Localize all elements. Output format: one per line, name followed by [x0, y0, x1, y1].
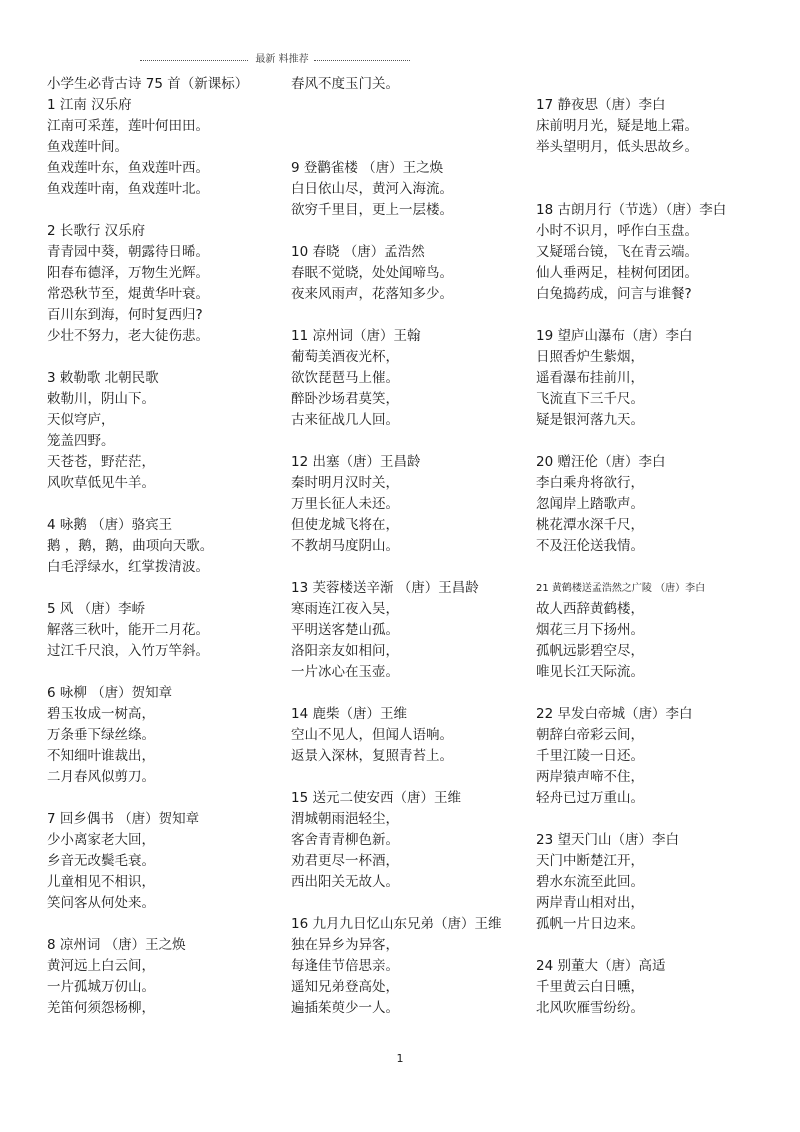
poem-line: 碧玉妆成一树高， [47, 706, 155, 722]
poem-line: 又疑瑶台镜，飞在青云端。 [536, 244, 698, 260]
poem-title: 17 静夜思（唐）李白 [536, 97, 666, 113]
poem-line: 二月春风似剪刀。 [47, 769, 155, 785]
poem-line: 遍插茱萸少一人。 [291, 1000, 399, 1016]
poem-title: 2 长歌行 汉乐府 [47, 223, 146, 239]
poem-line: 敕勒川，阴山下。 [47, 391, 155, 407]
header-rule-left [140, 60, 248, 61]
poem-line: 少壮不努力，老大徒伤悲。 [47, 328, 209, 344]
poem-line: 阳春布德泽，万物生光辉。 [47, 265, 209, 281]
poem-line: 返景入深林，复照青苔上。 [291, 748, 453, 764]
poem-title: 3 敕勒歌 北朝民歌 [47, 370, 159, 386]
page-number: 1 [396, 1052, 404, 1065]
poem-title: 7 回乡偶书 （唐）贺知章 [47, 811, 200, 827]
poem-line: 桃花潭水深千尺， [536, 517, 644, 533]
poem-title: 4 咏鹅 （唐）骆宾王 [47, 517, 173, 533]
poem-line: 常恐秋节至，焜黄华叶衰。 [47, 286, 209, 302]
poem-line: 每逢佳节倍思亲。 [291, 958, 399, 974]
poem-line: 万里长征人未还。 [291, 496, 399, 512]
poem-line: 黄河远上白云间， [47, 958, 155, 974]
poem-line: 百川东到海，何时复西归? [47, 307, 203, 323]
poem-line: 天苍苍，野茫茫， [47, 454, 155, 470]
poem-line: 万条垂下绿丝绦。 [47, 727, 155, 743]
poem-title: 11 凉州词（唐）王翰 [291, 328, 421, 344]
poem-line: 两岸猿声啼不住， [536, 769, 644, 785]
poem-line: 洛阳亲友如相问， [291, 643, 399, 659]
poem-title: 12 出塞（唐）王昌龄 [291, 454, 421, 470]
poem-line: 不及汪伦送我情。 [536, 538, 644, 554]
poem-title: 15 送元二使安西（唐）王维 [291, 790, 461, 806]
poem-line: 寒雨连江夜入吴， [291, 601, 399, 617]
column-3 [536, 95, 776, 1019]
poem-line: 白日依山尽，黄河入海流。 [291, 181, 453, 197]
poem-line: 独在异乡为异客， [291, 937, 399, 953]
poem-line: 李白乘舟将欲行， [536, 475, 644, 491]
poem-line: 忽闻岸上踏歌声。 [536, 496, 644, 512]
poem-title: 10 春晓 （唐）孟浩然 [291, 244, 425, 260]
document-title: 小学生必背古诗 75 首（新课标） [47, 76, 249, 92]
poem-line: 秦时明月汉时关， [291, 475, 399, 491]
poem-line: 碧水东流至此回。 [536, 874, 644, 890]
poem-title: 16 九月九日忆山东兄弟（唐）王维 [291, 916, 502, 932]
poem-line: 古来征战几人回。 [291, 412, 399, 428]
poem-line: 欲穷千里目，更上一层楼。 [291, 202, 453, 218]
poem-line: 疑是银河落九天。 [536, 412, 644, 428]
poem-line: 客舍青青柳色新。 [291, 832, 399, 848]
header-text: 最新 料推荐 [255, 54, 309, 65]
poem-line: 但使龙城飞将在， [291, 517, 399, 533]
poem-line: 平明送客楚山孤。 [291, 622, 399, 638]
poem-line: 鱼戏莲叶间。 [47, 139, 128, 155]
poem-title: 6 咏柳 （唐）贺知章 [47, 685, 173, 701]
poem-line: 北风吹雁雪纷纷。 [536, 1000, 644, 1016]
poem-line: 故人西辞黄鹤楼， [536, 601, 644, 617]
poem-line: 日照香炉生紫烟， [536, 349, 644, 365]
poem-title: 20 赠汪伦（唐）李白 [536, 454, 666, 470]
poem-line: 遥看瀑布挂前川， [536, 370, 644, 386]
poem-line: 天似穹庐， [47, 412, 115, 428]
poem-line: 空山不见人，但闻人语响。 [291, 727, 453, 743]
poem-line: 儿童相见不相识， [47, 874, 155, 890]
poem-title: 23 望天门山（唐）李白 [536, 832, 679, 848]
poem-line: 千里黄云白日曛， [536, 979, 644, 995]
poem-line: 不知细叶谁裁出， [47, 748, 155, 764]
poem-line: 笑问客从何处来。 [47, 895, 155, 911]
poem-line: 少小离家老大回， [47, 832, 155, 848]
poem-line: 不教胡马度阴山。 [291, 538, 399, 554]
poem-line: 孤帆一片日边来。 [536, 916, 644, 932]
poem-line: 过江千尺浪，入竹万竿斜。 [47, 643, 209, 659]
poem-line: 笼盖四野。 [47, 433, 115, 449]
poem-title: 18 古朗月行（节选）（唐）李白 [536, 202, 727, 218]
poem-line: 乡音无改鬓毛衰。 [47, 853, 155, 869]
page-header [0, 52, 800, 68]
poem-line: 两岸青山相对出， [536, 895, 644, 911]
poem-line: 羌笛何须怨杨柳， [47, 1000, 155, 1016]
poem-line: 烟花三月下扬州。 [536, 622, 644, 638]
poem-line: 仙人垂两足，桂树何团团。 [536, 265, 698, 281]
poem-title: 1 江南 汉乐府 [47, 97, 132, 113]
poem-line: 春风不度玉门关。 [291, 76, 399, 92]
poem-line: 解落三秋叶，能开二月花。 [47, 622, 209, 638]
poem-line: 遥知兄弟登高处， [291, 979, 399, 995]
poem-line: 床前明月光，疑是地上霜。 [536, 118, 698, 134]
poem-line: 葡萄美酒夜光杯， [291, 349, 399, 365]
poem-line: 朝辞白帝彩云间， [536, 727, 644, 743]
poem-title: 5 风 （唐）李峤 [47, 601, 146, 617]
poem-line: 醉卧沙场君莫笑， [291, 391, 399, 407]
poem-line: 白兔捣药成，问言与谁餐? [536, 286, 692, 302]
poem-line: 唯见长江天际流。 [536, 664, 644, 680]
poem-title: 14 鹿柴（唐）王维 [291, 706, 407, 722]
poem-line: 春眠不觉晓，处处闻啼鸟。 [291, 265, 453, 281]
poem-line: 鹅 ，鹅，鹅，曲项向天歌。 [47, 538, 214, 554]
poem-title: 22 早发白帝城（唐）李白 [536, 706, 693, 722]
poem-title: 19 望庐山瀑布（唐）李白 [536, 328, 693, 344]
poem-line: 千里江陵一日还。 [536, 748, 644, 764]
poem-line: 西出阳关无故人。 [291, 874, 399, 890]
poem-line: 一片孤城万仞山。 [47, 979, 155, 995]
poem-line: 夜来风雨声，花落知多少。 [291, 286, 453, 302]
poem-line: 欲饮琵琶马上催。 [291, 370, 399, 386]
poem-line: 小时不识月，呼作白玉盘。 [536, 223, 698, 239]
poem-line: 一片冰心在玉壶。 [291, 664, 399, 680]
poem-title: 13 芙蓉楼送辛渐 （唐）王昌龄 [291, 580, 479, 596]
poem-line: 劝君更尽一杯酒， [291, 853, 399, 869]
poem-line: 鱼戏莲叶南，鱼戏莲叶北。 [47, 181, 209, 197]
poem-line: 鱼戏莲叶东，鱼戏莲叶西。 [47, 160, 209, 176]
poem-line: 孤帆远影碧空尽， [536, 643, 644, 659]
column-2 [291, 74, 526, 1019]
poem-line: 飞流直下三千尺。 [536, 391, 644, 407]
poem-line: 渭城朝雨浥轻尘， [291, 811, 399, 827]
column-1 [47, 74, 282, 1019]
poem-line: 举头望明月，低头思故乡。 [536, 139, 698, 155]
poem-title: 8 凉州词 （唐）王之焕 [47, 937, 186, 953]
poem-title: 21 黄鹤楼送孟浩然之广陵 （唐）李白 [536, 583, 706, 594]
poem-line: 白毛浮绿水，红掌拨清波。 [47, 559, 209, 575]
poem-line: 轻舟已过万重山。 [536, 790, 644, 806]
poem-line: 江南可采莲，莲叶何田田。 [47, 118, 209, 134]
poem-title: 9 登鹳雀楼 （唐）王之焕 [291, 160, 444, 176]
poem-line: 青青园中葵，朝露待日晞。 [47, 244, 209, 260]
poem-line: 风吹草低见牛羊。 [47, 475, 155, 491]
header-rule-right [314, 60, 410, 61]
poem-title: 24 别董大（唐）高适 [536, 958, 666, 974]
poem-line: 天门中断楚江开， [536, 853, 644, 869]
